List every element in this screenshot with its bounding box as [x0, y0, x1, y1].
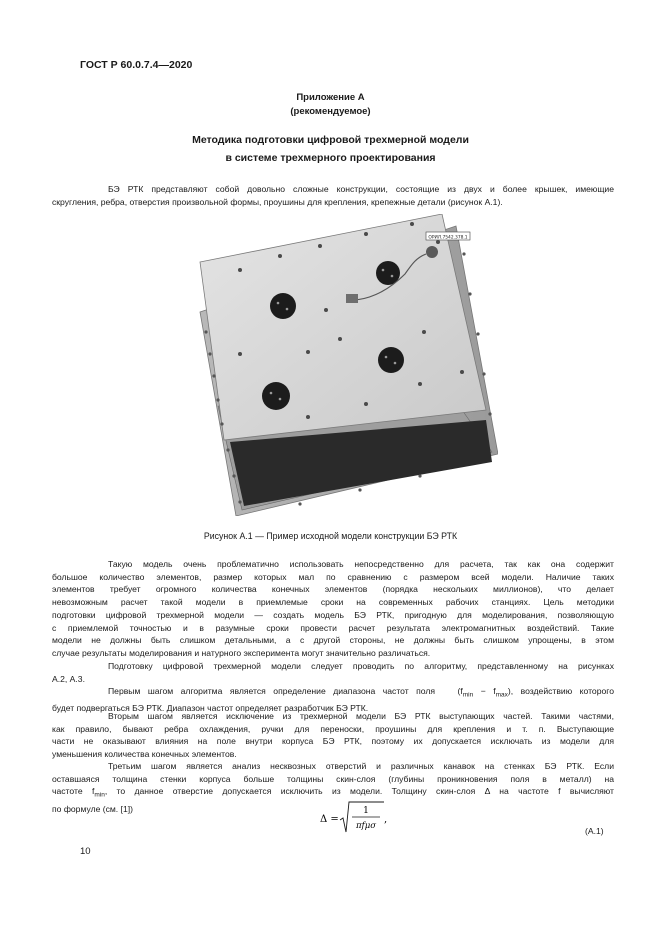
annex-title: Приложение А — [296, 92, 365, 103]
intro-paragraph — [52, 183, 614, 208]
text-line: уменьшения количества конечных элементов. — [52, 749, 237, 760]
text-line: Третьим шагом является анализ несквозных отверстий и различных канавок на стенках БЭ РТК. Если — [108, 761, 614, 771]
annex-status: (рекомендуемое) — [290, 106, 371, 117]
text-line: Вторым шагом является исключение из трехмерной модели БЭ РТК выступающих частей. Такими частями, — [108, 711, 614, 721]
paragraph-2 — [52, 660, 614, 685]
label-tag-text: ОРИЛ.7542.378.1 — [428, 235, 468, 241]
formula-numerator: 1 — [363, 806, 369, 816]
equation-number: (А.1) — [585, 826, 604, 836]
text-line: частоте $f_{min}$, то данное отверстие допускается исключить из модели. Толщину скин-слоя Δ на частоте f вычисляют — [52, 786, 614, 800]
lid-shape — [200, 214, 486, 440]
text-line: части не оказывают влияния на поле внутри корпуса БЭ РТК, поэтому их допускается исключать из модели для — [52, 736, 614, 747]
figure-caption: Рисунок А.1 — Пример исходной модели конструкции БЭ РТК — [203, 531, 458, 541]
paragraph-4 — [52, 710, 614, 761]
text-line: А.2, А.3. — [52, 673, 85, 684]
connector-block — [346, 294, 358, 303]
text-line: Подготовку цифровой трехмерной модели следует проводить по алгоритму, представленному на рисунках — [108, 661, 614, 671]
connector-hole — [378, 347, 404, 373]
text-line: случае результаты моделирования и натурного эксперимента могут значительно различаться. — [52, 647, 431, 658]
text-line: большое количество элементов, размер которых мал по сравнению с размером всей модели. Наличие таких — [52, 571, 614, 582]
formula-skin-depth — [318, 800, 398, 836]
section-heading-line-1: Методика подготовки цифровой трехмерной модели — [192, 134, 469, 146]
text-line: Первым шагом алгоритма является определение диапазона частот поля $(f_{min} - f_{max})$, воздействию которого — [108, 686, 615, 699]
text-line: оставшаяся толщина стенки корпуса больше толщины скин-слоя (глубины проникновения поля в металл) на — [52, 773, 614, 784]
text-line: по формуле (см. [1]) — [52, 803, 134, 814]
connector-hole — [270, 293, 296, 319]
grounding-terminal — [426, 246, 438, 258]
text-line: будет подвергаться БЭ РТК. Диапазон частот определяет разработчик БЭ РТК. — [52, 703, 369, 714]
text-line: Такую модель очень проблематично использовать непосредственно для расчета, так как она содержит — [108, 559, 614, 569]
formula-lhs: Δ = — [320, 814, 339, 825]
text-line: невозможным расчет такой модели в приемлемые сроки на современных рабочих станциях. Цель методики — [52, 597, 614, 608]
text-line: с приемлемой точностью и в разумные сроки провести расчет результата электромагнитных воздействий. Такие — [52, 622, 614, 633]
text-line: как правило, бывают ребра охлаждения, ручки для переноски, проушины для крепления и т. п. Выступающие — [52, 723, 614, 734]
formula-denominator: πfμσ — [355, 821, 377, 831]
formula-tail: , — [384, 814, 388, 825]
text-line: подготовки цифровой трехмерной модели — создать модель БЭ РТК, пригодную для моделирования, позволяющую — [52, 609, 614, 620]
text-line: скругления, ребра, отверстия произвольной формы, проушины для крепления, крепежные детали (рисунок А.1). — [52, 196, 503, 207]
page-number: 10 — [80, 846, 91, 857]
text-line: БЭ РТК представляют собой довольно сложные конструкции, состоящие из двух и более крышек, имеющие — [108, 184, 614, 194]
section-heading-line-2: в системе трехмерного проектирования — [225, 152, 436, 164]
connector-hole — [262, 382, 290, 410]
figure-enclosure-model — [180, 214, 498, 516]
document-header: ГОСТ Р 60.0.7.4—2020 — [80, 59, 193, 71]
paragraph-1 — [52, 558, 614, 660]
text-line: модели не должны быть слишком детальными, а с другой стороны, не должны быть слишком упрощены, в этом — [52, 635, 614, 646]
text-line: элементов требует огромного количества конечных элементов (порядка нескольких миллионов), что делает — [52, 584, 614, 595]
